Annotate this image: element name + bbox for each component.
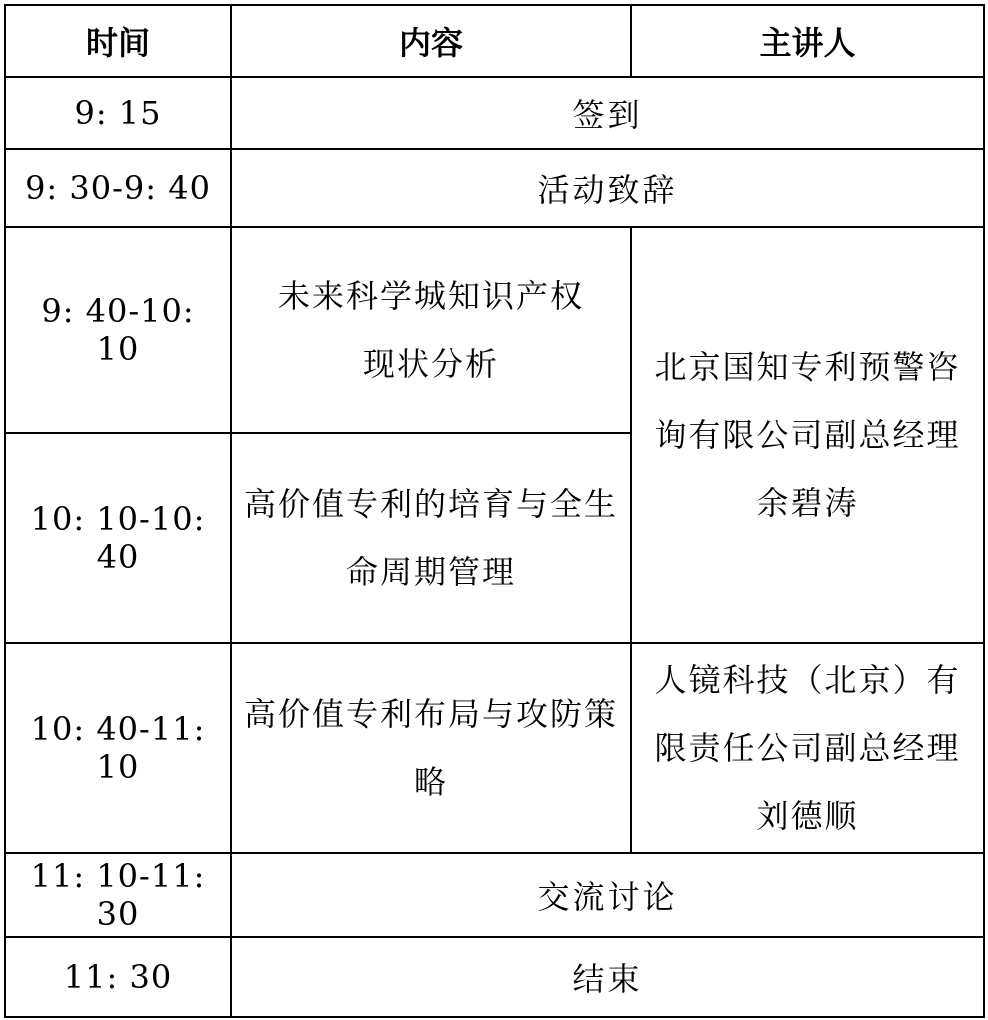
header-speaker: 主讲人 — [631, 5, 984, 77]
row-time: 9: 30-9: 40 — [5, 149, 231, 227]
row-time: 11: 10-11: 30 — [5, 853, 231, 937]
row-content: 高价值专利布局与攻防策略 — [231, 643, 631, 853]
table-row — [5, 853, 984, 937]
row-content: 活动致辞 — [231, 149, 984, 227]
table-row — [5, 643, 984, 853]
row-time: 11: 30 — [5, 937, 231, 1017]
table-row — [5, 149, 984, 227]
row-time: 9: 40-10: 10 — [5, 227, 231, 433]
table-header-row — [5, 5, 984, 77]
table-row — [5, 937, 984, 1017]
row-content: 高价值专利的培育与全生命周期管理 — [231, 433, 631, 643]
table-row — [5, 227, 984, 433]
row-time: 10: 40-11: 10 — [5, 643, 231, 853]
row-time: 10: 10-10: 40 — [5, 433, 231, 643]
row-content: 未来科学城知识产权现状分析 — [231, 227, 631, 433]
row-time: 9: 15 — [5, 77, 231, 149]
table-row — [5, 77, 984, 149]
row-content: 结束 — [231, 937, 984, 1017]
agenda-table — [4, 4, 985, 1018]
row-content: 交流讨论 — [231, 853, 984, 937]
row-content: 签到 — [231, 77, 984, 149]
row-speaker: 北京国知专利预警咨询有限公司副总经理余碧涛 — [631, 227, 984, 643]
header-time: 时间 — [5, 5, 231, 77]
row-speaker: 人镜科技（北京）有限责任公司副总经理刘德顺 — [631, 643, 984, 853]
header-content: 内容 — [231, 5, 631, 77]
